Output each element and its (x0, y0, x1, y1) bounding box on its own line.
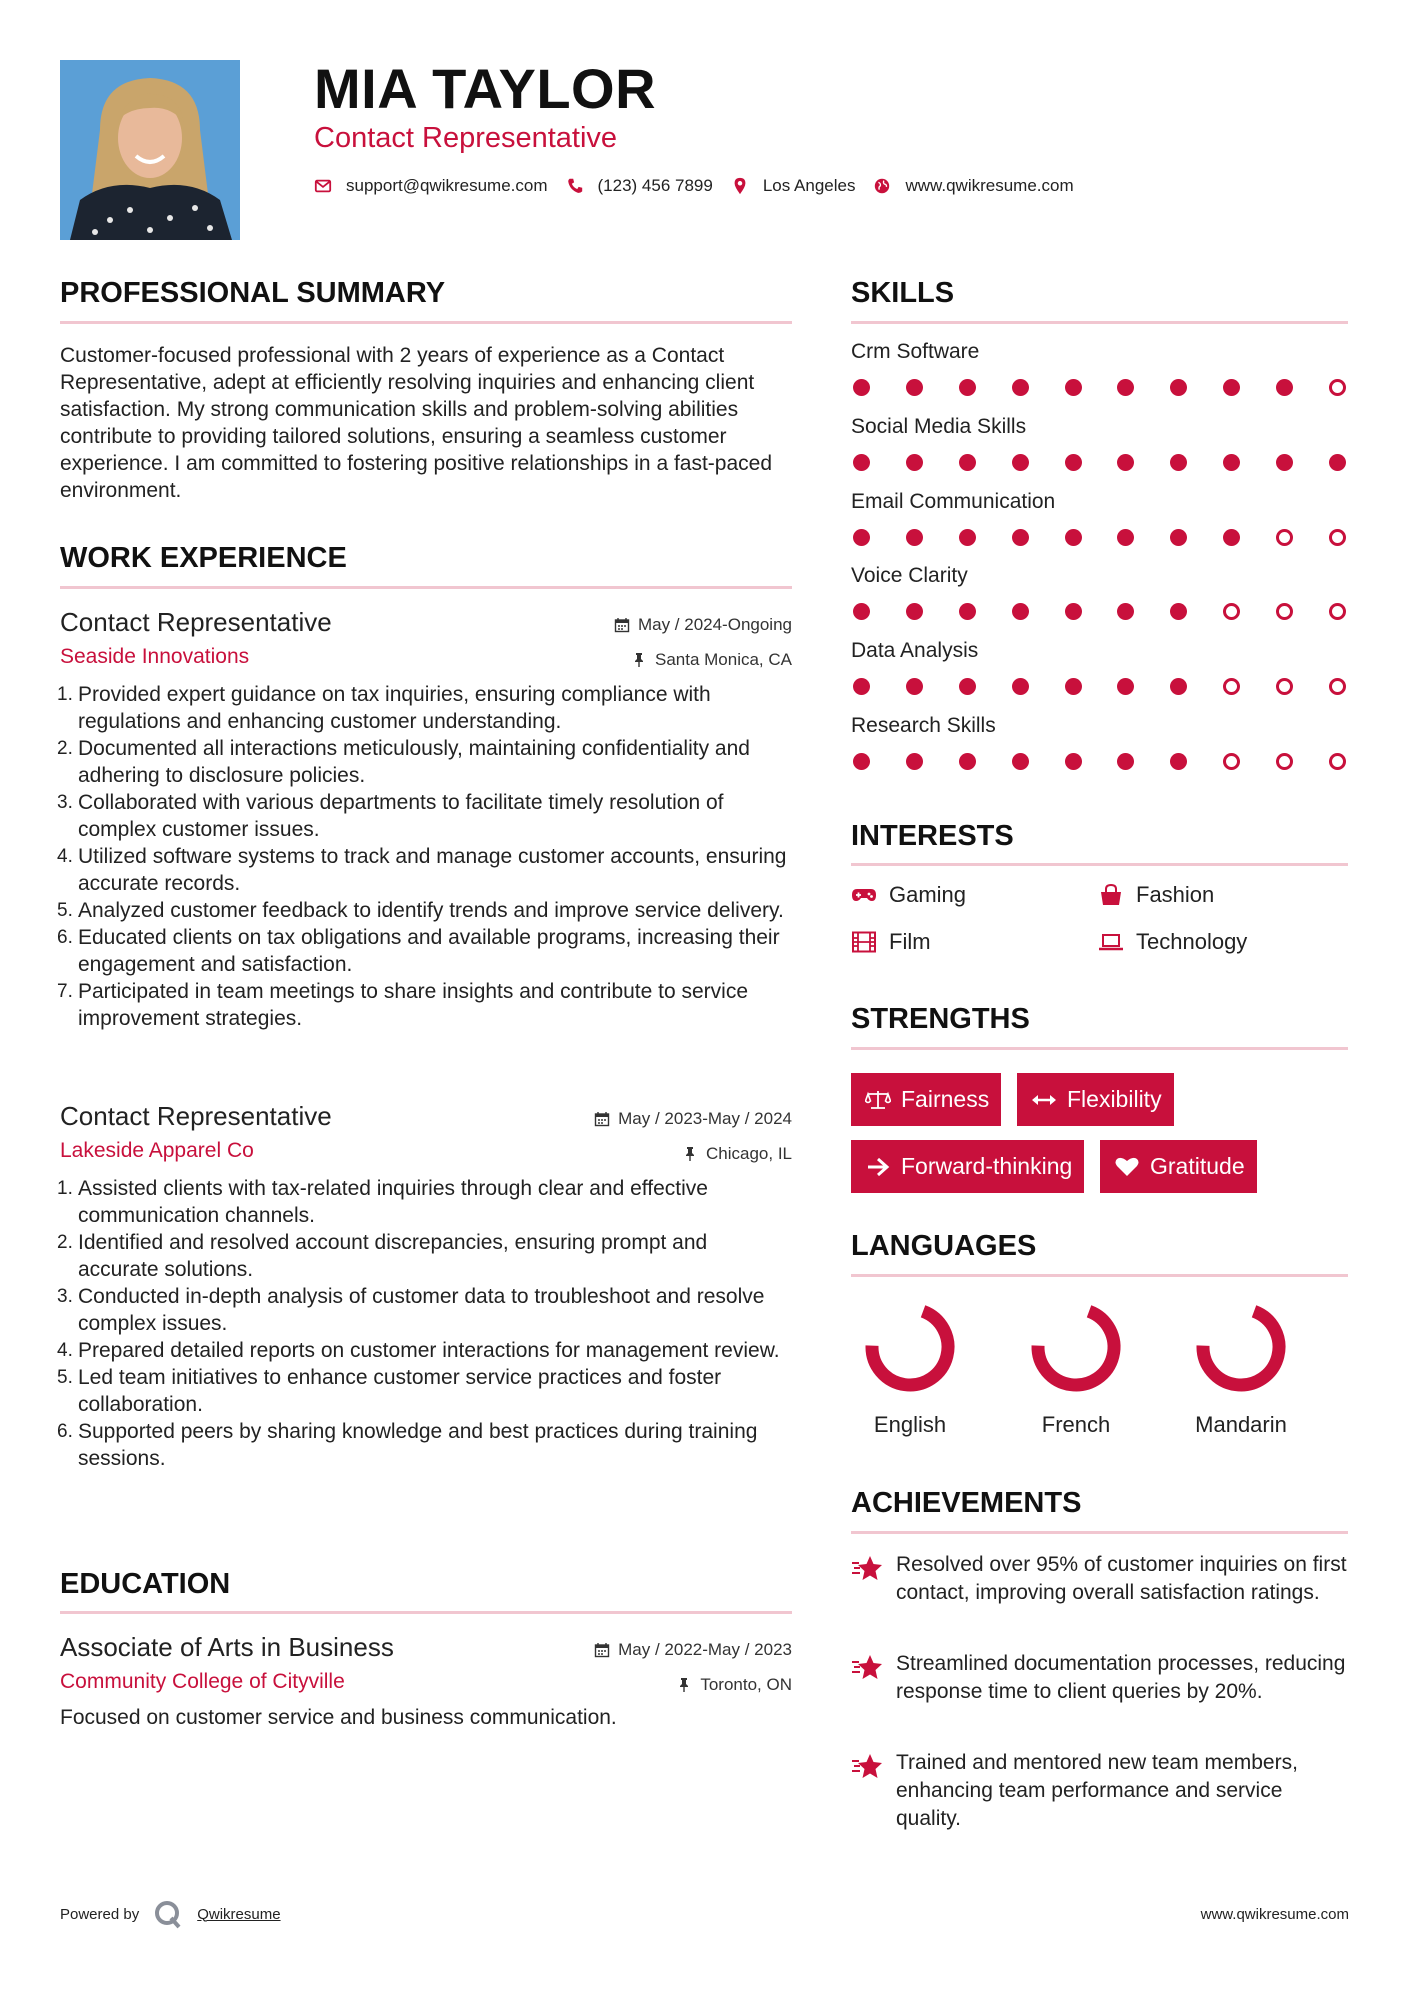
rating-dot-empty (1329, 678, 1346, 695)
language-item (1181, 1297, 1301, 1438)
list-item: 4. Prepared detailed reports on customer interactions for management review. (57, 1339, 780, 1362)
strength-badge-gratitude (1100, 1140, 1257, 1193)
footer-website-link[interactable]: www.qwikresume.com (1200, 1906, 1349, 1923)
film-icon (851, 931, 877, 953)
interests-heading: INTERESTS (851, 820, 1014, 852)
rating-dot-filled (906, 753, 923, 770)
interest-film (851, 929, 931, 955)
gamepad-icon (851, 884, 877, 906)
skill-rating (851, 379, 1348, 396)
candidate-name: MIA TAYLOR (314, 57, 657, 120)
list-item: 3. Collaborated with various departments to facilitate timely resolution of complex customer issues. (57, 791, 724, 841)
qwikresume-logo-icon (153, 1899, 183, 1929)
list-item: 2. Identified and resolved account discrepancies, ensuring prompt and accurate solutions. (57, 1231, 708, 1281)
rating-dot-filled (1065, 678, 1082, 695)
achievement-item (851, 1749, 1351, 1833)
star-icon (851, 1653, 883, 1683)
job-role: Contact Representative (60, 607, 332, 637)
rating-dot-filled (853, 529, 870, 546)
phone-icon (566, 177, 584, 195)
rating-dot-filled (1065, 379, 1082, 396)
strength-badge-fairness (851, 1073, 1001, 1126)
experience-rule (60, 586, 792, 589)
rating-dot-filled (1117, 454, 1134, 471)
rating-dot-filled (959, 603, 976, 620)
rating-dot-filled (1065, 753, 1082, 770)
skill-item (851, 490, 1348, 546)
rating-dot-empty (1329, 603, 1346, 620)
job-entry-2 (57, 1101, 792, 1472)
rating-dot-filled (1117, 753, 1134, 770)
skill-rating (851, 603, 1348, 620)
calendar-icon (594, 1111, 610, 1127)
skill-rating (851, 753, 1348, 770)
rating-dot-filled (1012, 678, 1029, 695)
rating-dot-empty (1223, 603, 1240, 620)
rating-dot-filled (959, 529, 976, 546)
candidate-title: Contact Representative (314, 122, 618, 154)
scale-icon (865, 1089, 891, 1111)
language-level-gauge (1026, 1297, 1126, 1397)
list-item: 1. Assisted clients with tax-related inquiries through clear and effective communication channels. (57, 1177, 708, 1227)
education-heading: EDUCATION (60, 1568, 231, 1600)
skill-name: Data Analysis (851, 639, 979, 662)
list-item: 5. Led team initiatives to enhance customer service practices and foster collaboration. (57, 1366, 722, 1416)
rating-dot-filled (853, 678, 870, 695)
rating-dot-filled (1012, 454, 1029, 471)
achievement-text: Streamlined documentation processes, reducing response time to client queries by 20%. (896, 1652, 1346, 1703)
education-entry (60, 1632, 792, 1730)
rating-dot-filled (1065, 454, 1082, 471)
job-entry-1 (57, 607, 792, 1032)
skills-rule (851, 321, 1348, 324)
language-name: French (1041, 1412, 1111, 1437)
strength-label: Flexibility (1067, 1086, 1162, 1112)
rating-dot-filled (1329, 454, 1346, 471)
job-bullets (57, 1175, 792, 1472)
location-text: Los Angeles (762, 176, 856, 195)
pushpin-icon (631, 652, 647, 668)
contact-website[interactable] (873, 176, 1073, 196)
star-icon (851, 1554, 883, 1584)
achievement-item (851, 1650, 1351, 1706)
pushpin-icon (682, 1146, 698, 1162)
job-location-text: Santa Monica, CA (654, 650, 792, 669)
achievements-rule (851, 1531, 1348, 1534)
rating-dot-filled (1012, 379, 1029, 396)
qwikresume-link[interactable]: Qwikresume (197, 1905, 281, 1923)
language-level-gauge (1191, 1297, 1291, 1397)
language-level-arc (1038, 1311, 1114, 1385)
rating-dot-filled (1223, 529, 1240, 546)
education-description: Focused on customer service and business communication. (60, 1706, 617, 1729)
rating-dot-filled (1065, 529, 1082, 546)
rating-dot-filled (959, 678, 976, 695)
skill-item (851, 639, 1348, 695)
list-item: 1. Provided expert guidance on tax inquiries, ensuring compliance with regulations and enhancing customer understanding. (57, 683, 711, 733)
education-date-text: May / 2022-May / 2023 (618, 1640, 792, 1659)
contact-bar (314, 176, 1092, 196)
language-level-arc (872, 1311, 948, 1385)
job-location (631, 650, 792, 670)
rating-dot-filled (1170, 753, 1187, 770)
rating-dot-filled (1117, 678, 1134, 695)
rating-dot-filled (906, 603, 923, 620)
strength-label: Fairness (901, 1086, 990, 1112)
strength-label: Gratitude (1150, 1153, 1245, 1179)
shopping-bag-icon (1098, 884, 1124, 906)
contact-email[interactable] (314, 176, 548, 196)
rating-dot-filled (1170, 603, 1187, 620)
job-role: Contact Representative (60, 1101, 332, 1131)
arrows-horizontal-icon (1031, 1089, 1057, 1111)
interest-gaming (851, 882, 966, 908)
strengths-rule (851, 1047, 1348, 1050)
skill-item (851, 340, 1348, 396)
job-date-text: May / 2024-Ongoing (637, 615, 792, 634)
laptop-icon (1098, 931, 1124, 953)
rating-dot-empty (1223, 678, 1240, 695)
job-date (594, 1109, 792, 1129)
interest-label: Gaming (889, 882, 967, 907)
language-level-gauge (860, 1297, 960, 1397)
rating-dot-filled (1117, 379, 1134, 396)
rating-dot-filled (1170, 678, 1187, 695)
skill-name: Voice Clarity (851, 564, 968, 587)
education-rule (60, 1611, 792, 1614)
rating-dot-filled (1117, 603, 1134, 620)
list-item: 6. Supported peers by sharing knowledge and best practices during training sessions. (57, 1420, 758, 1470)
skill-name: Research Skills (851, 714, 996, 737)
rating-dot-filled (1012, 529, 1029, 546)
language-name: Mandarin (1195, 1412, 1287, 1437)
interest-label: Technology (1136, 929, 1248, 954)
language-name: English (873, 1412, 947, 1437)
school: Community College of Cityville (60, 1670, 345, 1693)
education-location (676, 1675, 792, 1695)
skill-rating (851, 678, 1348, 695)
skill-item (851, 564, 1348, 620)
website-text: www.qwikresume.com (905, 176, 1074, 195)
rating-dot-filled (906, 379, 923, 396)
degree: Associate of Arts in Business (60, 1632, 394, 1662)
envelope-icon (314, 177, 332, 195)
contact-phone[interactable] (566, 176, 713, 196)
rating-dot-filled (853, 603, 870, 620)
rating-dot-filled (1276, 454, 1293, 471)
achievement-text: Trained and mentored new team members, enhancing team performance and service quality. (896, 1751, 1298, 1830)
rating-dot-empty (1276, 678, 1293, 695)
list-item: 6. Educated clients on tax obligations and available programs, increasing their engagement and satisfaction. (57, 926, 780, 976)
rating-dot-filled (1223, 454, 1240, 471)
rating-dot-empty (1329, 529, 1346, 546)
language-level-arc (1203, 1311, 1279, 1385)
job-location (682, 1144, 792, 1164)
skill-item (851, 415, 1348, 471)
experience-heading: WORK EXPERIENCE (60, 542, 347, 574)
strength-badge-forward-thinking (851, 1140, 1084, 1193)
strength-badge-flexibility (1017, 1073, 1174, 1126)
interest-technology (1098, 929, 1247, 955)
list-item: 5. Analyzed customer feedback to identify trends and improve service delivery. (57, 899, 784, 922)
rating-dot-filled (1117, 529, 1134, 546)
footer-powered-by (60, 1899, 281, 1929)
rating-dot-filled (1170, 379, 1187, 396)
skill-rating (851, 529, 1348, 546)
star-icon (851, 1752, 883, 1782)
list-item: 2. Documented all interactions meticulously, maintaining confidentiality and adhering to disclosure policies. (57, 737, 750, 787)
rating-dot-filled (1065, 603, 1082, 620)
strengths-heading: STRENGTHS (851, 1003, 1030, 1035)
languages-heading: LANGUAGES (851, 1230, 1037, 1262)
profile-photo (60, 60, 240, 240)
skill-name: Crm Software (851, 340, 980, 363)
rating-dot-filled (853, 753, 870, 770)
list-item: 3. Conducted in-depth analysis of customer data to troubleshoot and resolve complex issues. (57, 1285, 765, 1335)
contact-location (731, 176, 856, 196)
rating-dot-empty (1223, 753, 1240, 770)
pushpin-icon (676, 1677, 692, 1693)
summary-rule (60, 321, 792, 324)
globe-icon (873, 177, 891, 195)
interest-label: Film (889, 929, 931, 954)
achievement-text: Resolved over 95% of customer inquiries on first contact, improving overall satisfaction ratings. (896, 1553, 1347, 1604)
rating-dot-filled (1170, 454, 1187, 471)
summary-heading: PROFESSIONAL SUMMARY (60, 277, 446, 309)
rating-dot-filled (959, 379, 976, 396)
powered-by-text: Powered by (60, 1905, 140, 1923)
achievements-heading: ACHIEVEMENTS (851, 1487, 1082, 1519)
skill-item (851, 714, 1348, 770)
interest-fashion (1098, 882, 1214, 908)
languages-rule (851, 1274, 1348, 1277)
skill-name: Social Media Skills (851, 415, 1027, 438)
skill-rating (851, 454, 1348, 471)
list-item: 7. Participated in team meetings to share insights and contribute to service improvement strategies. (57, 980, 749, 1030)
job-location-text: Chicago, IL (706, 1144, 792, 1163)
strength-label: Forward-thinking (901, 1153, 1073, 1179)
language-item (850, 1297, 970, 1438)
rating-dot-filled (853, 379, 870, 396)
rating-dot-filled (959, 454, 976, 471)
rating-dot-filled (1276, 379, 1293, 396)
job-date-text: May / 2023-May / 2024 (618, 1109, 792, 1128)
job-company: Seaside Innovations (60, 645, 250, 668)
email-text: support@qwikresume.com (346, 176, 548, 195)
language-item (1016, 1297, 1136, 1438)
rating-dot-empty (1329, 379, 1346, 396)
job-date (614, 615, 792, 635)
rating-dot-empty (1329, 753, 1346, 770)
rating-dot-filled (906, 529, 923, 546)
rating-dot-filled (906, 454, 923, 471)
interests-rule (851, 863, 1348, 866)
calendar-icon (614, 617, 630, 633)
achievement-item (851, 1551, 1351, 1607)
skill-name: Email Communication (851, 490, 1056, 513)
calendar-icon (594, 1642, 610, 1658)
summary-text: Customer-focused professional with 2 years of experience as a Contact Representative, adept at efficiently resolving inquiries and enhancing client satisfaction. My strong communication skills and problem-solving abilities contribute to providing tailored solutions, ensuring a seamless customer experience. I am committed to fostering positive relationships in a fast-paced environment. (60, 344, 773, 502)
arrow-right-icon (865, 1156, 891, 1178)
rating-dot-empty (1276, 529, 1293, 546)
rating-dot-filled (1170, 529, 1187, 546)
interest-label: Fashion (1136, 882, 1215, 907)
rating-dot-empty (1276, 603, 1293, 620)
skills-heading: SKILLS (851, 277, 955, 309)
job-company: Lakeside Apparel Co (60, 1139, 254, 1162)
rating-dot-filled (1223, 379, 1240, 396)
job-bullets (57, 681, 792, 1032)
heart-icon (1114, 1156, 1140, 1178)
map-pin-icon (731, 177, 749, 195)
list-item: 4. Utilized software systems to track and manage customer accounts, ensuring accurate records. (57, 845, 787, 895)
rating-dot-empty (1276, 753, 1293, 770)
rating-dot-filled (1012, 753, 1029, 770)
phone-text: (123) 456 7899 (597, 176, 713, 195)
rating-dot-filled (959, 753, 976, 770)
rating-dot-filled (853, 454, 870, 471)
rating-dot-filled (906, 678, 923, 695)
education-location-text: Toronto, ON (700, 1675, 792, 1694)
rating-dot-filled (1012, 603, 1029, 620)
education-date (594, 1640, 792, 1660)
